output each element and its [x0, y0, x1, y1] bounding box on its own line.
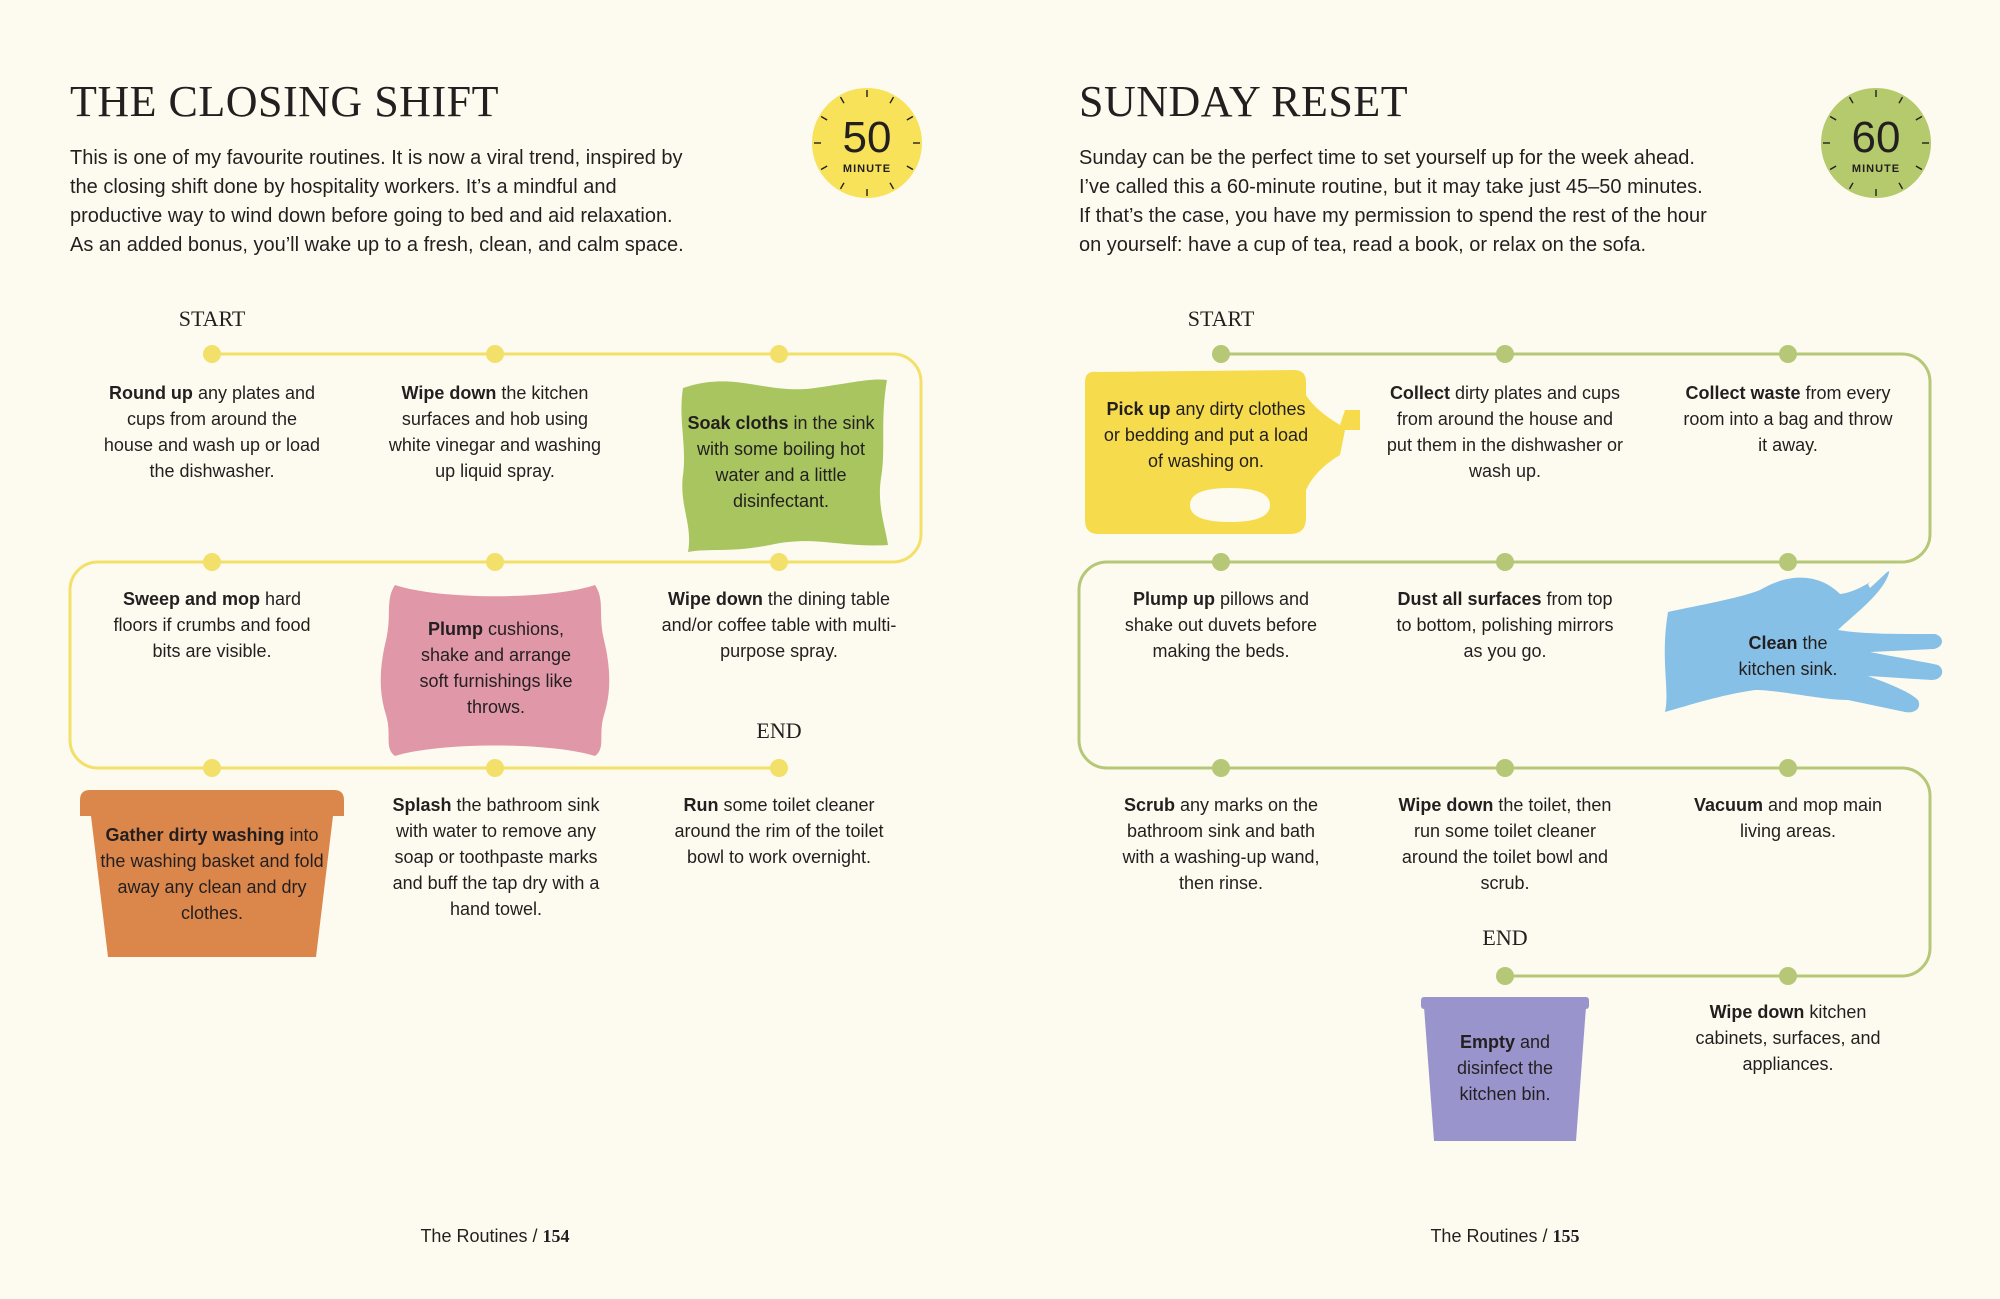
right-step-5	[1395, 586, 1615, 664]
right-step-11	[1435, 1029, 1575, 1107]
right-page-number: 155	[1552, 1226, 1580, 1246]
left-step-3	[686, 410, 876, 514]
right-step-3	[1678, 380, 1898, 458]
left-step-8	[386, 792, 606, 922]
left-step-7-text: into the washing basket and fold away any clean and dry clothes.	[100, 825, 324, 923]
left-footer-sep: /	[532, 1226, 538, 1246]
right-step-6-bold: Clean	[1748, 633, 1798, 653]
right-intro-line-3: If that’s the case, you have my permission to spend the rest of the hour	[1079, 205, 1707, 227]
left-dot-4	[203, 553, 221, 571]
right-end-label: END	[1482, 925, 1528, 950]
left-page-footer	[295, 1226, 695, 1247]
left-step-3-text: in the sink with some boiling hot water and a little disinfectant.	[696, 413, 875, 511]
left-intro	[70, 144, 750, 260]
right-step-8-text: the toilet, then run some toilet cleaner around the toilet bowl and scrub.	[1401, 795, 1612, 893]
right-step-9-text: and mop main living areas.	[1739, 795, 1883, 841]
right-dot-6	[1779, 553, 1797, 571]
left-dot-6	[770, 553, 788, 571]
left-intro-line-2: the closing shift done by hospitality workers. It’s a mindful and	[70, 176, 617, 198]
right-dot-4	[1212, 553, 1230, 571]
right-dot-11	[1496, 967, 1514, 985]
right-step-9-bold: Vacuum	[1693, 795, 1763, 815]
right-step-1-bold: Pick up	[1106, 399, 1171, 419]
right-timer-badge	[1821, 88, 1931, 198]
right-dot-7	[1212, 759, 1230, 777]
left-dot-2	[486, 345, 504, 363]
right-step-10-text: kitchen cabinets, surfaces, and appliances.	[1695, 1002, 1881, 1074]
left-step-7-bold: Gather dirty washing	[105, 825, 285, 845]
left-step-2-text: the kitchen surfaces and hob using white vinegar and washing up liquid spray.	[388, 383, 602, 481]
left-step-4-text: hard floors if crumbs and food bits are visible.	[113, 589, 311, 661]
right-timer-value: 60	[1851, 113, 1901, 162]
right-step-5-bold: Dust all surfaces	[1397, 589, 1542, 609]
right-step-2	[1385, 380, 1625, 484]
right-intro-line-4: on yourself: have a cup of tea, read a book, or relax on the sofa.	[1079, 234, 1647, 256]
right-step-4-text: pillows and shake out duvets before making the beds.	[1124, 589, 1318, 661]
left-step-2	[385, 380, 605, 484]
right-intro	[1079, 144, 1759, 260]
right-step-10-bold: Wipe down	[1709, 1002, 1805, 1022]
left-page-number: 154	[542, 1226, 570, 1246]
left-step-4	[102, 586, 322, 664]
right-step-8-bold: Wipe down	[1398, 795, 1494, 815]
right-step-4-bold: Plump up	[1132, 589, 1215, 609]
right-step-7-text: any marks on the bathroom sink and bath with a washing-up wand, then rinse.	[1122, 795, 1320, 893]
left-step-6-text: the dining table and/or coffee table with multi-purpose spray.	[661, 589, 897, 661]
left-step-9-bold: Run	[683, 795, 719, 815]
left-start-label: START	[178, 306, 246, 331]
left-step-7	[97, 822, 327, 926]
right-dot-2	[1496, 345, 1514, 363]
left-step-1-text: any plates and cups from around the house and wash up or load the dishwasher.	[103, 383, 321, 481]
right-step-10	[1688, 999, 1888, 1077]
left-intro-line-1: This is one of my favourite routines. It is now a viral trend, inspired by	[70, 147, 683, 169]
left-timer-badge	[812, 88, 922, 198]
right-intro-line-1: Sunday can be the perfect time to set yourself up for the week ahead.	[1079, 147, 1695, 169]
left-step-9	[659, 792, 899, 870]
left-step-5-bold: Plump	[427, 619, 483, 639]
left-footer-section: The Routines	[420, 1226, 528, 1246]
left-step-1-bold: Round up	[108, 383, 193, 403]
left-step-8-text: the bathroom sink with water to remove any soap or toothpaste marks and buff the tap dry with a hand towel.	[392, 795, 600, 919]
right-dot-3	[1779, 345, 1797, 363]
left-dot-8	[486, 759, 504, 777]
right-page-title: SUNDAY RESET	[1079, 77, 1409, 126]
left-timer-value: 50	[842, 113, 892, 162]
right-dot-1	[1212, 345, 1230, 363]
left-step-5-text: cushions, shake and arrange soft furnishings like throws.	[419, 619, 573, 717]
right-intro-line-2: I’ve called this a 60-minute routine, but it may take just 45–50 minutes.	[1079, 176, 1703, 198]
left-intro-line-3: productive way to wind down before going to bed and aid relaxation.	[70, 205, 673, 227]
right-dot-10	[1779, 967, 1797, 985]
right-step-3-text: from every room into a bag and throw it away.	[1683, 383, 1893, 455]
left-step-6-bold: Wipe down	[668, 589, 763, 609]
right-step-11-bold: Empty	[1459, 1032, 1515, 1052]
right-step-1	[1096, 396, 1316, 474]
left-step-4-bold: Sweep and mop	[122, 589, 260, 609]
right-step-4	[1111, 586, 1331, 664]
right-page-footer	[1305, 1226, 1705, 1247]
right-dot-9	[1779, 759, 1797, 777]
left-end-label: END	[756, 718, 802, 743]
right-step-6-text: the kitchen sink.	[1738, 633, 1838, 679]
right-step-2-text: dirty plates and cups from around the house and put them in the dishwasher or wash up.	[1386, 383, 1624, 481]
right-step-1-text: any dirty clothes or bedding and put a load of washing on.	[1103, 399, 1309, 471]
left-step-2-bold: Wipe down	[401, 383, 497, 403]
left-dot-9	[770, 759, 788, 777]
right-step-7	[1111, 792, 1331, 896]
right-step-5-text: from top to bottom, polishing mirrors as you go.	[1396, 589, 1614, 661]
left-dot-5	[486, 553, 504, 571]
left-intro-line-4: As an added bonus, you’ll wake up to a fresh, clean, and calm space.	[70, 234, 684, 256]
right-timer-unit: MINUTE	[1851, 163, 1901, 175]
right-dot-5	[1496, 553, 1514, 571]
left-step-3-bold: Soak cloths	[687, 413, 789, 433]
right-step-11-text: and disinfect the kitchen bin.	[1456, 1032, 1554, 1104]
right-step-7-bold: Scrub	[1123, 795, 1175, 815]
left-timer-unit: MINUTE	[842, 163, 892, 175]
left-step-9-text: some toilet cleaner around the rim of the toilet bowl to work overnight.	[674, 795, 884, 867]
left-dot-3	[770, 345, 788, 363]
right-dot-8	[1496, 759, 1514, 777]
right-step-2-bold: Collect	[1389, 383, 1450, 403]
left-page-title: THE CLOSING SHIFT	[70, 77, 499, 126]
left-step-5	[411, 616, 581, 720]
right-step-9	[1688, 792, 1888, 844]
right-footer-section: The Routines	[1430, 1226, 1538, 1246]
left-dot-1	[203, 345, 221, 363]
right-step-6	[1718, 630, 1858, 682]
right-step-3-bold: Collect waste	[1685, 383, 1801, 403]
left-step-1	[102, 380, 322, 484]
right-start-label: START	[1187, 306, 1255, 331]
left-step-8-bold: Splash	[392, 795, 452, 815]
right-step-8	[1395, 792, 1615, 896]
right-footer-sep: /	[1542, 1226, 1548, 1246]
left-step-6	[659, 586, 899, 664]
left-dot-7	[203, 759, 221, 777]
